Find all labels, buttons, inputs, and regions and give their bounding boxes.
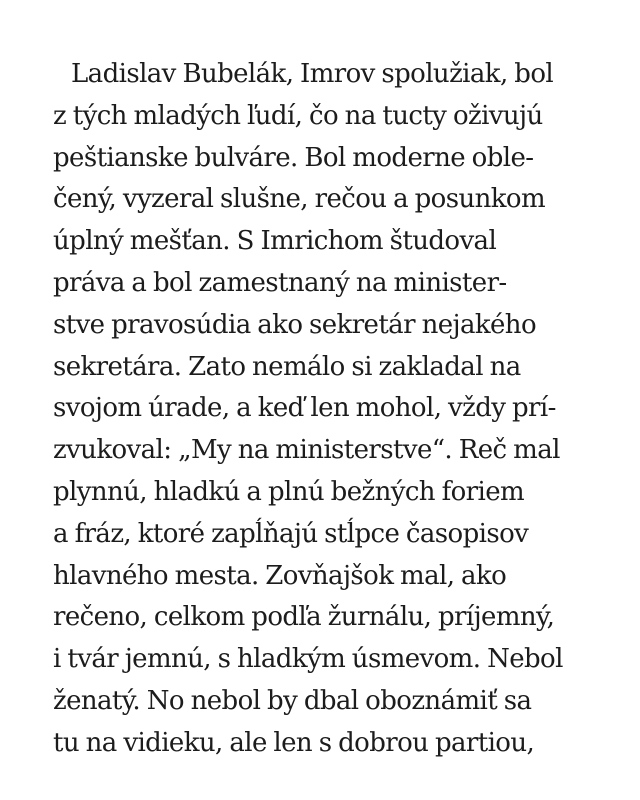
text-line: a fráz, ktoré zapĺňajú stĺpce časopisov — [53, 518, 529, 549]
text-line: z tých mladých ľudí, čo na tucty oživujú — [53, 100, 543, 131]
text-line: ženatý. No nebol by dbal oboznámiť sa — [53, 685, 532, 716]
text-line: svojom úrade, a keď len mohol, vždy prí- — [53, 393, 556, 424]
body-paragraph — [53, 54, 613, 765]
text-line: čený, vyzeral slušne, rečou a posunkom — [53, 184, 546, 215]
text-line: tu na vidieku, ale len s dobrou partiou, — [53, 727, 535, 758]
text-line: zvukoval: „My na ministerstve“. Reč mal — [53, 435, 560, 466]
text-line: Ladislav Bubelák, Imrov spolužiak, bol — [71, 59, 554, 89]
text-line: stve pravosúdia ako sekretár nejakého — [53, 309, 537, 340]
text-line: i tvár jemnú, s hladkým úsmevom. Nebol — [53, 644, 563, 675]
text-line: plynnú, hladkú a plnú bežných foriem — [53, 476, 525, 507]
text-line: práva a bol zamestnaný na minister- — [53, 267, 507, 298]
text-line: rečeno, celkom podľa žurnálu, príjemný, — [53, 602, 555, 633]
text-line: sekretára. Zato nemálo si zakladal na — [53, 351, 521, 382]
text-line: peštianske bulváre. Bol moderne oble- — [53, 142, 534, 173]
text-line: hlavného mesta. Zovňajšok mal, ako — [53, 560, 507, 591]
text-line: úplný mešťan. S Imrichom študoval — [53, 226, 497, 257]
